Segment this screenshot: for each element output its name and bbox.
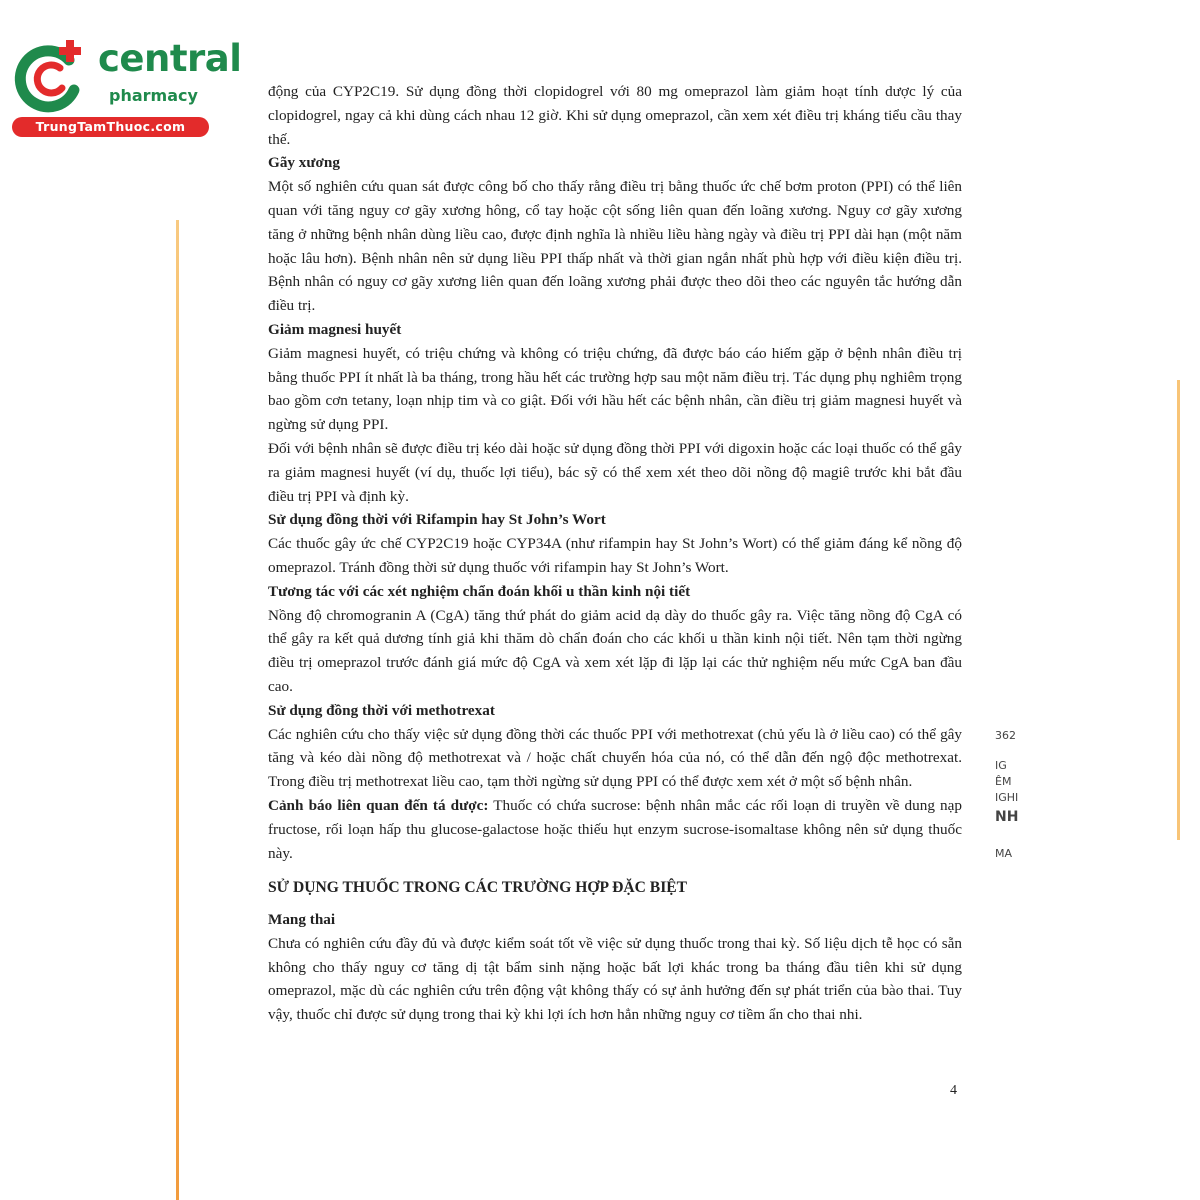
fracture-paragraph: Một số nghiên cứu quan sát được công bố cho thấy rằng điều trị bằng thuốc ức chế bơm proton (PPI) có thể liên quan với tăng nguy cơ gãy xương hông, cổ tay hoặc cột sống liên quan đến loãng xương. Nguy cơ gãy xương tăng ở những bệnh nhân dùng liều cao, được định nghĩa là nhiều liều hàng ngày và điều trị PPI dài hạn (một năm hoặc lâu hơn). Bệnh nhân nên sử dụng liều PPI thấp nhất và thời gian ngắn nhất phù hợp với điều kiện điều trị. Bệnh nhân có nguy cơ gãy xương liên quan đến loãng xương phải được theo dõi theo các nguyên tắc hướng dẫn điều trị. bbox=[268, 178, 962, 315]
neuroendocrine-paragraph: Nồng độ chromogranin A (CgA) tăng thứ phát do giảm acid dạ dày do thuốc gây ra. Việc tăng nồng độ CgA có thể gây ra kết quả dương tính giả khi thăm dò chẩn đoán cho các khối u thần kinh nội tiết. Nên tạm thời ngừng điều trị omeprazol trước đánh giá mức độ CgA và xem xét lặp đi lặp lại các thử nghiệm nếu mức CgA ban đầu cao. bbox=[268, 606, 962, 695]
document-body bbox=[268, 80, 962, 1027]
page-number: 4 bbox=[950, 1083, 957, 1098]
excipient-label: Cảnh báo liên quan đến tá dược: bbox=[268, 796, 489, 814]
magnesium-paragraph-2: Đối với bệnh nhân sẽ được điều trị kéo dài hoặc sử dụng đồng thời PPI với digoxin hoặc các loại thuốc có thể gây ra giảm magnesi huyết (ví dụ, thuốc lợi tiểu), bác sỹ có thể xem xét theo dõi nồng độ magiê trước khi bắt đầu điều trị PPI và định kỳ. bbox=[268, 439, 962, 505]
side-fragment-5: NH bbox=[995, 809, 1019, 825]
heading-neuroendocrine: Tương tác với các xét nghiệm chẩn đoán khối u thần kinh nội tiết bbox=[268, 582, 691, 600]
side-fragment-1: 362 bbox=[995, 729, 1016, 742]
rifampin-paragraph: Các thuốc gây ức chế CYP2C19 hoặc CYP34A (như rifampin hay St John’s Wort) có thể giảm đáng kể nồng độ omeprazol. Tránh đồng thời sử dụng thuốc với rifampin hay St John’s Wort. bbox=[268, 535, 962, 576]
logo-brand-name: central bbox=[98, 37, 242, 80]
logo-website: TrungTamThuoc.com bbox=[12, 117, 209, 137]
central-pharmacy-logo bbox=[12, 36, 242, 136]
excipient-text: Thuốc có chứa sucrose: bệnh nhân mắc các rối loạn di truyền về dung nạp fructose, rối loạn hấp thu glucose-galactose hoặc thiếu hụt enzym sucrose-isomaltase không nên sử dụng thuốc này. bbox=[268, 796, 962, 862]
magnesium-paragraph-1: Giảm magnesi huyết, có triệu chứng và không có triệu chứng, đã được báo cáo hiếm gặp ở bệnh nhân điều trị bằng thuốc PPI ít nhất là ba tháng, trong hầu hết các trường hợp sau một năm điều trị. Tác dụng phụ nghiêm trọng bao gồm cơn tetany, loạn nhịp tim và co giật. Đối với hầu hết các bệnh nhân, cần điều trị giảm magnesi huyết và ngừng sử dụng PPI. bbox=[268, 344, 962, 434]
methotrexate-paragraph: Các nghiên cứu cho thấy việc sử dụng đồng thời các thuốc PPI với methotrexat (chủ yếu là ở liều cao) có thể gây tăng và kéo dài nồng độ methotrexat và / hoặc chất chuyển hóa của nó, có thể dẫn đến ngộ độc methotrexat. Trong điều trị methotrexat liều cao, tạm thời ngừng sử dụng PPI có thể được xem xét ở một số bệnh nhân. bbox=[268, 725, 962, 791]
side-fragment-3: ÊM bbox=[995, 775, 1012, 788]
heading-rifampin: Sử dụng đồng thời với Rifampin hay St John’s Wort bbox=[268, 511, 606, 529]
side-fragment-4: IGHI bbox=[995, 791, 1019, 804]
pregnancy-paragraph: Chưa có nghiên cứu đầy đủ và được kiểm soát tốt về việc sử dụng thuốc trong thai kỳ. Số liệu dịch tễ học có sẵn không cho thấy nguy cơ tăng dị tật bẩm sinh nặng hoặc bất lợi khác trong ba tháng đầu tiên khi sử dụng omeprazol, mặc dù các nghiên cứu trên động vật không thấy có sự ảnh hưởng đến sự phát triển của bào thai. Tuy vậy, thuốc chỉ được sử dụng trong thai kỳ khi lợi ích hơn hẳn những nguy cơ tiềm ẩn cho thai nhi. bbox=[268, 934, 962, 1024]
heading-fracture: Gãy xương bbox=[268, 154, 340, 172]
side-fragment-6: MA bbox=[995, 847, 1013, 860]
logo-c-cross-icon bbox=[12, 38, 92, 118]
heading-pregnancy: Mang thai bbox=[268, 911, 336, 929]
side-fragment-2: IG bbox=[995, 759, 1007, 772]
scan-edge-left bbox=[176, 220, 179, 1200]
excipient-paragraph bbox=[268, 794, 962, 865]
intro-paragraph: động của CYP2C19. Sử dụng đồng thời clopidogrel với 80 mg omeprazol làm giảm hoạt tính dược lý của clopidogrel, ngay cả khi dùng cách nhau 12 giờ. Khi sử dụng omeprazol, cần xem xét điều trị kháng tiểu cầu thay thế. bbox=[268, 83, 962, 148]
special-cases-section-title: SỬ DỤNG THUỐC TRONG CÁC TRƯỜNG HỢP ĐẶC BIỆT bbox=[268, 879, 688, 897]
heading-methotrexate: Sử dụng đồng thời với methotrexat bbox=[268, 701, 495, 719]
scan-edge-right bbox=[1177, 380, 1180, 840]
logo-subtitle: pharmacy bbox=[109, 86, 198, 105]
heading-magnesium: Giảm magnesi huyết bbox=[268, 320, 402, 338]
